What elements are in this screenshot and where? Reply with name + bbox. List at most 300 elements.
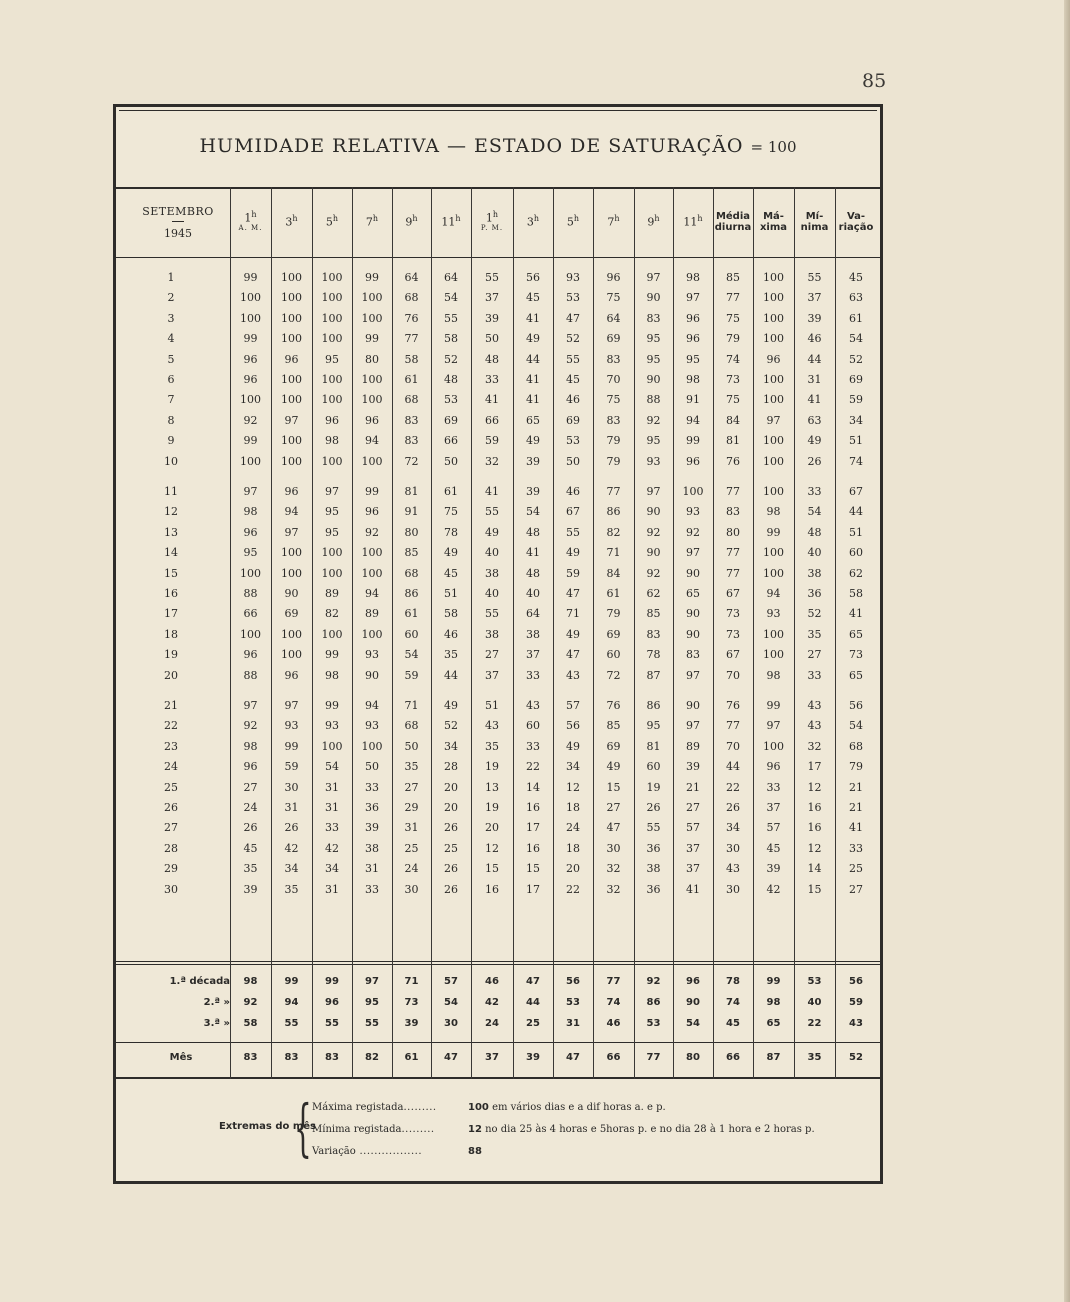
column-header-main: 9 (405, 215, 413, 229)
table-cell: 45 (526, 291, 540, 305)
table-cell: 65 (849, 627, 863, 641)
table-cell: 14 (526, 780, 540, 794)
table-cell: 41 (526, 373, 540, 386)
table-cell: 83 (686, 648, 700, 662)
table-cell: 100 (682, 485, 704, 498)
table-cell: 96 (325, 413, 339, 427)
table-cell: 100 (763, 485, 784, 498)
table-cell: 33 (365, 882, 379, 896)
column-header-sup: h (492, 210, 499, 220)
month-total-cell: 80 (686, 1052, 700, 1063)
table-cell: 99 (325, 699, 339, 712)
table-cell: 19 (485, 760, 499, 774)
table-cell: 54 (404, 648, 419, 662)
table-cell: 52 (444, 719, 458, 733)
day-label: 24 (164, 760, 178, 774)
table-cell: 97 (686, 291, 700, 305)
table-cell: 17 (526, 821, 540, 835)
table-cell: 100 (361, 627, 383, 641)
table-cell: 33 (807, 485, 822, 498)
column-header (753, 187, 794, 257)
table-cell: 67 (566, 505, 580, 519)
table-cell: 60 (526, 719, 540, 733)
column-header (794, 187, 835, 257)
title-text: HUMIDADE RELATIVA — ESTADO DE SATURAÇÃO (199, 135, 744, 157)
day-label: 14 (164, 546, 178, 560)
table-cell: 100 (240, 627, 261, 641)
decade-cell: 74 (726, 997, 740, 1008)
decade-cell: 95 (365, 997, 379, 1008)
table-cell: 43 (566, 668, 580, 682)
table-cell: 27 (485, 648, 499, 662)
table-cell: 93 (365, 719, 379, 733)
table-cell: 18 (566, 841, 580, 855)
table-cell: 77 (726, 546, 740, 560)
table-cell: 100 (361, 291, 383, 305)
table-cell: 100 (321, 627, 343, 641)
table-cell: 97 (686, 546, 700, 560)
table-cell: 70 (606, 373, 621, 386)
column-header-main: 3 (285, 215, 293, 229)
table-cell: 83 (646, 311, 661, 325)
table-cell: 100 (763, 271, 784, 284)
table-cell: 61 (404, 373, 419, 386)
decade-cell: 71 (404, 976, 419, 987)
table-cell: 43 (526, 699, 540, 712)
table-cell: 31 (284, 801, 299, 814)
table-cell: 28 (444, 760, 458, 774)
table-cell: 33 (325, 821, 339, 835)
table-cell: 89 (686, 739, 700, 753)
table-cell: 95 (646, 352, 661, 366)
table-cell: 100 (361, 393, 383, 407)
table-cell: 34 (849, 413, 863, 427)
extremes-min-label: Mínima registada......... (312, 1124, 435, 1135)
table-cell: 100 (321, 271, 343, 284)
table-cell: 54 (526, 505, 540, 519)
table-cell: 100 (321, 739, 343, 753)
table-cell: 22 (526, 760, 540, 774)
table-cell: 99 (284, 739, 299, 753)
table-cell: 92 (365, 525, 379, 539)
table-cell: 68 (404, 566, 419, 580)
table-cell: 64 (444, 271, 458, 284)
table-cell: 74 (849, 454, 863, 468)
table-cell: 37 (485, 291, 499, 305)
table-cell: 26 (284, 821, 299, 835)
table-cell: 49 (526, 434, 540, 448)
table-cell: 43 (726, 862, 740, 876)
table-cell: 27 (686, 801, 700, 814)
table-cell: 27 (849, 882, 863, 896)
table-cell: 94 (365, 434, 379, 448)
column-header-sup: h (533, 214, 540, 224)
table-cell: 96 (766, 352, 781, 366)
table-cell: 40 (485, 587, 499, 600)
table-cell: 76 (606, 699, 621, 712)
table-cell: 32 (485, 454, 499, 468)
table-cell: 46 (566, 393, 580, 407)
table-cell: 53 (566, 434, 580, 448)
table-cell: 91 (686, 393, 700, 407)
table-cell: 99 (243, 332, 258, 346)
table-cell: 26 (726, 801, 740, 814)
table-cell: 97 (284, 413, 299, 427)
table-cell: 90 (686, 566, 700, 580)
table-cell: 93 (365, 648, 379, 662)
table-cell: 62 (646, 587, 661, 600)
table-cell: 69 (606, 627, 621, 641)
table-cell: 33 (485, 373, 499, 386)
table-cell: 39 (365, 821, 379, 835)
table-cell: 77 (726, 485, 740, 498)
table-cell: 79 (849, 760, 863, 774)
table-cell: 98 (766, 668, 781, 682)
table-cell: 69 (849, 373, 863, 386)
table-cell: 92 (686, 525, 700, 539)
extremes-variation-value: 88 (468, 1146, 482, 1157)
table-cell: 25 (849, 862, 863, 876)
table-cell: 56 (526, 271, 540, 284)
table-cell: 100 (281, 648, 302, 662)
table-cell: 27 (606, 801, 621, 814)
table-cell: 95 (686, 352, 700, 366)
table-cell: 68 (404, 719, 419, 733)
table-cell: 61 (404, 607, 419, 621)
table-cell: 92 (646, 413, 661, 427)
table-cell: 97 (284, 525, 299, 539)
table-cell: 66 (444, 434, 458, 448)
table-cell: 84 (726, 413, 740, 427)
decade-cell: 56 (566, 976, 580, 987)
column-header-text (285, 215, 297, 229)
table-cell: 92 (243, 719, 258, 733)
table-cell: 27 (404, 780, 419, 794)
column-header-main: 5 (325, 215, 333, 229)
month-total-cell: 37 (485, 1052, 499, 1063)
table-cell: 98 (325, 434, 339, 448)
column-header (352, 187, 392, 257)
table-cell: 12 (807, 780, 822, 794)
table-cell: 30 (726, 882, 740, 896)
table-cell: 26 (646, 801, 661, 814)
table-cell: 37 (807, 291, 822, 305)
table-cell: 100 (361, 311, 383, 325)
table-cell: 100 (240, 311, 261, 325)
decade-cell: 53 (646, 1018, 661, 1029)
column-header (513, 187, 553, 257)
table-cell: 39 (807, 311, 822, 325)
table-cell: 51 (849, 525, 863, 539)
table-cell: 93 (566, 271, 580, 284)
table-cell: 86 (404, 587, 419, 600)
table-cell: 97 (686, 719, 700, 733)
table-cell: 82 (606, 525, 621, 539)
decade-cell: 24 (485, 1018, 499, 1029)
decade-cell: 92 (243, 997, 258, 1008)
column-header-sup: h (372, 214, 379, 224)
table-cell: 24 (404, 862, 419, 876)
table-cell: 39 (526, 454, 540, 468)
table-cell: 97 (646, 271, 661, 284)
table-cell: 91 (404, 505, 419, 519)
day-label: 21 (164, 699, 178, 712)
table-cell: 32 (606, 882, 621, 896)
table-cell: 39 (686, 760, 700, 774)
table-cell: 49 (566, 627, 580, 641)
table-cell: 37 (485, 668, 499, 682)
table-cell: 40 (485, 546, 499, 560)
column-header-text (713, 211, 753, 233)
table-cell: 69 (606, 739, 621, 753)
table-cell: 74 (726, 352, 740, 366)
table-cell: 77 (606, 485, 621, 498)
table-cell: 100 (281, 311, 302, 325)
table-cell: 15 (606, 780, 621, 794)
table-cell: 34 (325, 862, 339, 876)
table-cell: 65 (849, 668, 863, 682)
table-cell: 57 (686, 821, 700, 835)
table-cell: 73 (849, 648, 863, 662)
table-cell: 67 (849, 485, 863, 498)
table-cell: 43 (807, 719, 822, 733)
table-cell: 26 (444, 821, 458, 835)
table-cell: 36 (807, 587, 822, 600)
decade-cell: 30 (444, 1018, 458, 1029)
table-cell: 100 (763, 434, 784, 448)
table-cell: 58 (404, 352, 419, 366)
table-cell: 76 (726, 454, 740, 468)
table-cell: 37 (686, 841, 700, 855)
table-cell: 100 (361, 739, 383, 753)
table-cell: 100 (321, 546, 343, 560)
table-cell: 14 (807, 862, 822, 876)
table-cell: 96 (686, 454, 700, 468)
table-cell: 73 (726, 373, 740, 386)
table-cell: 41 (849, 607, 863, 621)
decade-label: 3.ª » (203, 1018, 230, 1029)
column-header-text (794, 211, 835, 233)
table-cell: 95 (646, 719, 661, 733)
table-cell: 93 (284, 719, 299, 733)
month-total-cell: 82 (365, 1052, 379, 1063)
extremes-max-value: 100 em vários dias e a dif horas a. e p. (468, 1102, 666, 1113)
table-cell: 49 (566, 739, 580, 753)
month-total-cell: 47 (444, 1052, 458, 1063)
column-header (471, 187, 513, 257)
table-cell: 27 (243, 780, 258, 794)
table-cell: 90 (646, 546, 661, 560)
table-cell: 90 (365, 668, 379, 682)
table-cell: 92 (243, 413, 258, 427)
table-cell: 38 (526, 627, 540, 641)
table-cell: 15 (485, 862, 499, 876)
table-title (116, 135, 880, 157)
column-header-main: 3 (526, 215, 534, 229)
table-cell: 43 (807, 699, 822, 712)
table-cell: 48 (807, 525, 822, 539)
table-cell: 50 (444, 454, 458, 468)
column-header-text (567, 215, 579, 229)
day-label: 9 (167, 434, 175, 448)
table-cell: 71 (404, 699, 419, 712)
column-header-main: 7 (607, 215, 615, 229)
month-total-cell: 39 (526, 1052, 540, 1063)
decade-cell: 22 (807, 1018, 822, 1029)
column-header-text (607, 215, 619, 229)
table-cell: 56 (849, 699, 863, 712)
table-cell: 55 (646, 821, 661, 835)
decade-cell: 65 (766, 1018, 781, 1029)
table-cell: 96 (243, 648, 258, 662)
table-cell: 33 (849, 841, 863, 855)
month-total-cell: 66 (606, 1052, 621, 1063)
table-cell: 30 (404, 882, 419, 896)
column-header-sub: P. M. (480, 224, 504, 233)
table-cell: 99 (365, 271, 379, 284)
table-cell: 57 (566, 699, 580, 712)
table-cell: 38 (646, 862, 661, 876)
table-cell: 26 (444, 862, 458, 876)
table-cell: 84 (606, 566, 621, 580)
table-cell: 90 (646, 505, 661, 519)
table-cell: 15 (526, 862, 540, 876)
table-cell: 41 (526, 393, 540, 407)
column-header-text (366, 215, 378, 229)
table-cell: 96 (243, 525, 258, 539)
table-cell: 44 (444, 668, 458, 682)
table-cell: 72 (404, 454, 419, 468)
decade-cell: 99 (284, 976, 299, 987)
table-cell: 54 (849, 719, 863, 733)
table-cell: 63 (807, 413, 822, 427)
table-cell: 16 (807, 801, 822, 814)
table-cell: 16 (526, 841, 540, 855)
day-label: 27 (164, 821, 178, 835)
day-label: 3 (167, 311, 175, 325)
table-cell: 76 (726, 699, 740, 712)
table-cell: 49 (606, 760, 621, 774)
table-cell: 70 (726, 668, 740, 682)
table-cell: 31 (807, 373, 822, 386)
table-cell: 69 (444, 413, 458, 427)
decade-cell: 54 (686, 1018, 700, 1029)
day-label: 8 (167, 413, 175, 427)
month-total-cell: 47 (566, 1052, 580, 1063)
table-cell: 49 (485, 525, 499, 539)
column-header-main: 9 (647, 215, 655, 229)
table-cell: 59 (849, 393, 863, 407)
table-cell: 45 (766, 841, 781, 855)
table-cell: 32 (807, 739, 822, 753)
table-cell: 92 (646, 525, 661, 539)
table-cell: 73 (726, 627, 740, 641)
table-cell: 99 (365, 485, 379, 498)
table-cell: 55 (566, 525, 580, 539)
day-label: 5 (167, 352, 175, 366)
table-cell: 34 (284, 862, 299, 876)
table-cell: 96 (606, 271, 621, 284)
table-cell: 83 (726, 505, 740, 519)
table-cell: 58 (444, 607, 458, 621)
table-cell: 90 (646, 373, 661, 386)
table-cell: 47 (566, 648, 580, 662)
decade-cell: 98 (766, 997, 781, 1008)
table-cell: 99 (243, 271, 258, 284)
table-cell: 85 (646, 607, 661, 621)
column-header-sup: h (412, 214, 418, 224)
decade-cell: 86 (646, 997, 661, 1008)
table-cell: 71 (566, 607, 580, 621)
table-cell: 97 (284, 699, 299, 712)
day-label: 26 (164, 801, 178, 814)
table-cell: 99 (686, 434, 700, 448)
table-cell: 83 (404, 434, 419, 448)
month-total-cell: 83 (325, 1052, 339, 1063)
table-cell: 83 (646, 627, 661, 641)
table-cell: 77 (726, 566, 740, 580)
table-cell: 54 (444, 291, 458, 305)
day-label: 10 (164, 454, 178, 468)
decade-cell: 31 (566, 1018, 580, 1029)
column-header (673, 187, 713, 257)
column-header-sup: h (573, 214, 580, 224)
table-cell: 100 (321, 291, 343, 305)
day-label: 16 (164, 587, 178, 600)
table-cell: 54 (325, 760, 339, 774)
table-cell: 67 (726, 648, 740, 662)
table-cell: 79 (606, 607, 621, 621)
extremes-variation-label: Variação ................. (312, 1146, 423, 1157)
table-cell: 100 (281, 566, 302, 580)
table-cell: 94 (686, 413, 700, 427)
table-cell: 33 (766, 780, 781, 794)
table-cell: 100 (763, 291, 784, 305)
decade-cell: 78 (726, 976, 740, 987)
table-cell: 59 (485, 434, 499, 448)
table-cell: 52 (444, 352, 458, 366)
table-cell: 39 (526, 485, 540, 498)
table-cell: 100 (361, 454, 383, 468)
extremes-min-value: 12 no dia 25 às 4 horas e 5horas p. e no dia 28 à 1 hora e 2 horas p. (468, 1124, 815, 1135)
column-header-main: Média diurna (714, 211, 752, 233)
table-cell: 38 (485, 566, 499, 580)
table-cell: 95 (646, 332, 661, 346)
table-cell: 75 (726, 393, 740, 407)
column-header-main: 11 (683, 215, 698, 229)
table-cell: 99 (325, 648, 339, 662)
page-edge (1064, 0, 1070, 1302)
table-cell: 49 (566, 546, 580, 560)
table-cell: 95 (325, 352, 339, 366)
table-cell: 61 (849, 311, 863, 325)
table-cell: 21 (686, 780, 700, 794)
table-cell: 65 (526, 413, 540, 427)
table-cell: 69 (284, 607, 299, 621)
day-label: 23 (164, 739, 178, 753)
month-total-label: Mês (169, 1052, 193, 1063)
table-cell: 96 (766, 760, 781, 774)
table-cell: 60 (404, 627, 419, 641)
table-cell: 17 (807, 760, 822, 774)
table-cell: 100 (240, 291, 261, 305)
table-cell: 48 (485, 352, 499, 366)
table-cell: 100 (321, 454, 343, 468)
table-cell: 50 (566, 454, 580, 468)
table-cell: 99 (766, 699, 781, 712)
column-header-text (239, 211, 263, 232)
table-cell: 55 (444, 311, 458, 325)
